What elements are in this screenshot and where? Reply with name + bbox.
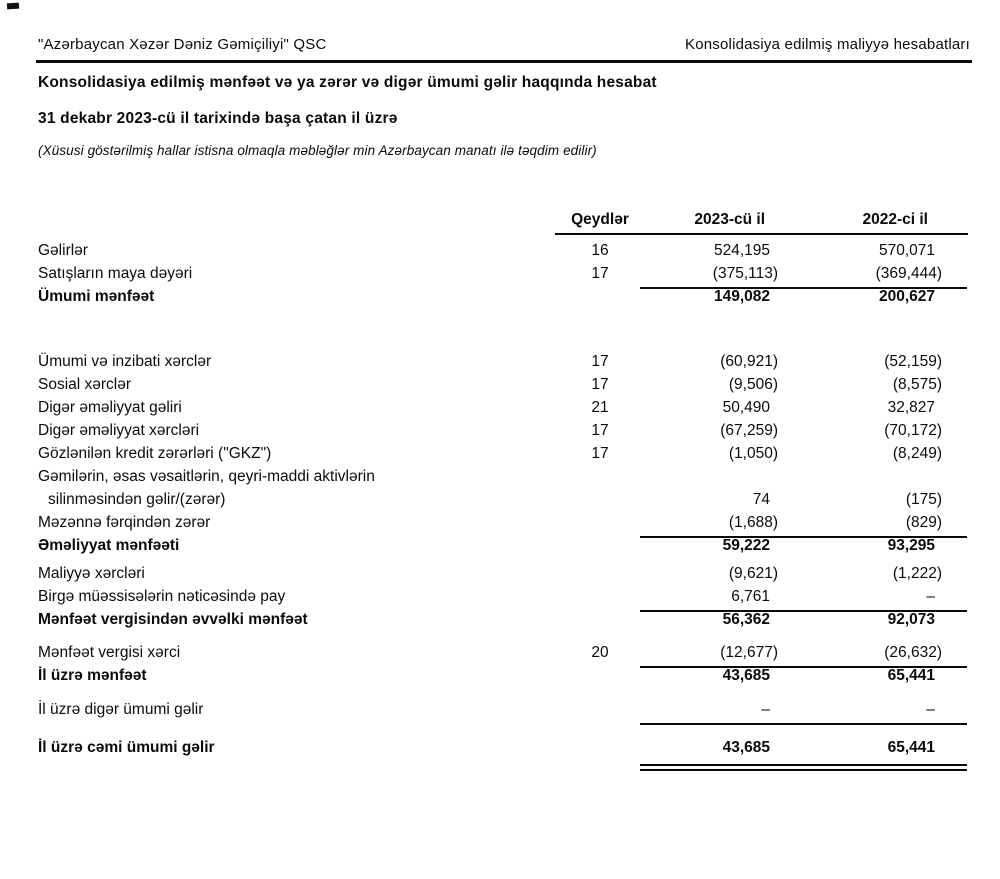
- row-value-2022: –: [926, 701, 935, 718]
- row-label: Mənfəət vergisi xərci: [38, 644, 181, 661]
- row-label: Gözlənilən kredit zərərləri ("GKZ"): [38, 445, 272, 462]
- table-row: [38, 465, 968, 511]
- row-label-cell: [38, 419, 555, 442]
- row-label-cell: [38, 562, 555, 585]
- row-label: Əməliyyat mənfəəti: [38, 537, 180, 554]
- table-row: [38, 350, 968, 373]
- row-label-cell: [38, 736, 555, 759]
- row-note: 21: [591, 399, 609, 416]
- row-value-2022: (1,222): [892, 565, 942, 582]
- row-value-2023: 43,685: [722, 667, 770, 684]
- row-note: 17: [591, 445, 609, 462]
- row-label: Gəlirlər: [38, 242, 88, 259]
- table-row: [38, 641, 968, 664]
- row-label: Ümumi və inzibati xərclər: [38, 353, 212, 370]
- table-row: [38, 419, 968, 442]
- row-label-cell: [38, 396, 555, 419]
- row-value-2023: 59,222: [722, 537, 770, 554]
- column-header-2023: 2023-cü il: [694, 211, 765, 228]
- table-row: [38, 534, 968, 557]
- row-value-2022: 200,627: [878, 288, 935, 305]
- row-label-cell: [38, 641, 555, 664]
- row-label-cell: [38, 511, 555, 534]
- table-row: [38, 262, 968, 285]
- row-value-2023: (67,259): [720, 422, 778, 439]
- row-label: Digər əməliyyat gəliri: [38, 399, 182, 416]
- table-row: [38, 442, 968, 465]
- table-row: [38, 285, 968, 308]
- statement-period: 31 dekabr 2023-cü il tarixində başa çatan il üzrə: [38, 110, 398, 127]
- document-header: [38, 36, 970, 53]
- row-label: Mənfəət vergisindən əvvəlki mənfəət: [38, 611, 308, 628]
- row-value-2022: 32,827: [887, 399, 935, 416]
- table-row: [38, 396, 968, 419]
- row-note: 16: [591, 242, 609, 259]
- table-row: [38, 511, 968, 534]
- row-value-2022: 93,295: [887, 537, 935, 554]
- row-label-cell: [38, 585, 555, 608]
- row-label-line2: silinməsindən gəlir/(zərər): [48, 491, 226, 508]
- row-label: İl üzrə digər ümumi gəlir: [38, 701, 204, 718]
- row-value-2023: (375,113): [712, 265, 778, 282]
- row-label-cell: [38, 262, 555, 285]
- company-name: "Azərbaycan Xəzər Dəniz Gəmiçiliyi" QSC: [38, 36, 327, 53]
- row-label-cell: [38, 239, 555, 262]
- row-value-2023: –: [761, 701, 770, 718]
- row-label: İl üzrə mənfəət: [38, 667, 147, 684]
- table-row: [38, 239, 968, 262]
- row-note: 20: [591, 644, 609, 661]
- row-label: Sosial xərclər: [38, 376, 132, 393]
- report-type-label: Konsolidasiya edilmiş maliyyə hesabatları: [685, 36, 970, 53]
- row-label-cell: [38, 465, 555, 511]
- row-label-cell: [38, 534, 555, 557]
- row-note: 17: [591, 376, 609, 393]
- row-label-cell: [38, 350, 555, 373]
- row-value-2022: 570,071: [878, 242, 935, 259]
- table-row: [38, 373, 968, 396]
- row-label: Maliyyə xərcləri: [38, 565, 145, 582]
- row-value-2022: (175): [905, 491, 942, 508]
- table-row: [38, 585, 968, 608]
- row-value-2023: (1,050): [728, 445, 778, 462]
- row-value-2022: (8,575): [892, 376, 942, 393]
- income-statement-table: [38, 208, 968, 759]
- row-value-2023: 50,490: [722, 399, 770, 416]
- header-divider: [36, 60, 972, 63]
- row-label: Məzənnə fərqindən zərər: [38, 514, 211, 531]
- row-value-2023: (1,688): [728, 514, 778, 531]
- row-label-cell: [38, 698, 555, 721]
- row-label: Ümumi mənfəət: [38, 288, 155, 305]
- row-value-2023: 56,362: [722, 611, 770, 628]
- row-note: 17: [591, 265, 609, 282]
- scan-artifact: [7, 3, 19, 10]
- statement-title: Konsolidasiya edilmiş mənfəət və ya zərər və digər ümumi gəlir haqqında hesabat: [38, 74, 657, 91]
- row-label-cell: [38, 608, 555, 631]
- row-value-2022: (26,632): [884, 644, 942, 661]
- row-value-2022: (8,249): [892, 445, 942, 462]
- table-row: [38, 608, 968, 631]
- row-label-cell: [38, 285, 555, 308]
- row-value-2023: 524,195: [713, 242, 770, 259]
- row-label: Birgə müəssisələrin nəticəsində pay: [38, 588, 286, 605]
- table-row: [38, 562, 968, 585]
- currency-note: (Xüsusi göstərilmiş hallar istisna olmaqla məbləğlər min Azərbaycan manatı ilə təqdim edilir): [38, 143, 597, 158]
- row-note: 17: [591, 422, 609, 439]
- row-value-2023: 6,761: [731, 588, 770, 605]
- row-value-2022: –: [926, 588, 935, 605]
- row-label-cell: [38, 373, 555, 396]
- column-header-2022: 2022-ci il: [862, 211, 928, 228]
- row-label: İl üzrə cəmi ümumi gəlir: [38, 739, 215, 756]
- row-value-2023: (9,621): [728, 565, 778, 582]
- table-header-row: [38, 208, 968, 231]
- row-value-2022: 65,441: [887, 739, 935, 756]
- row-label: Gəmilərin, əsas vəsaitlərin, qeyri-maddi aktivlərin: [38, 468, 375, 485]
- row-value-2022: (829): [905, 514, 942, 531]
- row-value-2022: (70,172): [884, 422, 942, 439]
- row-value-2023: (9,506): [728, 376, 778, 393]
- row-value-2023: (12,677): [720, 644, 778, 661]
- column-header-notes: Qeydlər: [571, 211, 629, 228]
- row-label-cell: [38, 442, 555, 465]
- row-label: Digər əməliyyat xərcləri: [38, 422, 200, 439]
- statement-table-body: [38, 239, 968, 759]
- row-value-2023: (60,921): [720, 353, 778, 370]
- row-value-2022: (369,444): [875, 265, 942, 282]
- row-value-2023: 43,685: [722, 739, 770, 756]
- row-label-cell: [38, 664, 555, 687]
- row-value-2022: 65,441: [887, 667, 935, 684]
- row-value-2022: (52,159): [884, 353, 942, 370]
- table-row: [38, 698, 968, 721]
- table-row: [38, 736, 968, 759]
- row-label: Satışların maya dəyəri: [38, 265, 193, 282]
- row-value-2023: 74: [752, 491, 770, 508]
- row-value-2023: 149,082: [713, 288, 770, 305]
- row-note: 17: [591, 353, 609, 370]
- row-value-2022: 92,073: [887, 611, 935, 628]
- table-row: [38, 664, 968, 687]
